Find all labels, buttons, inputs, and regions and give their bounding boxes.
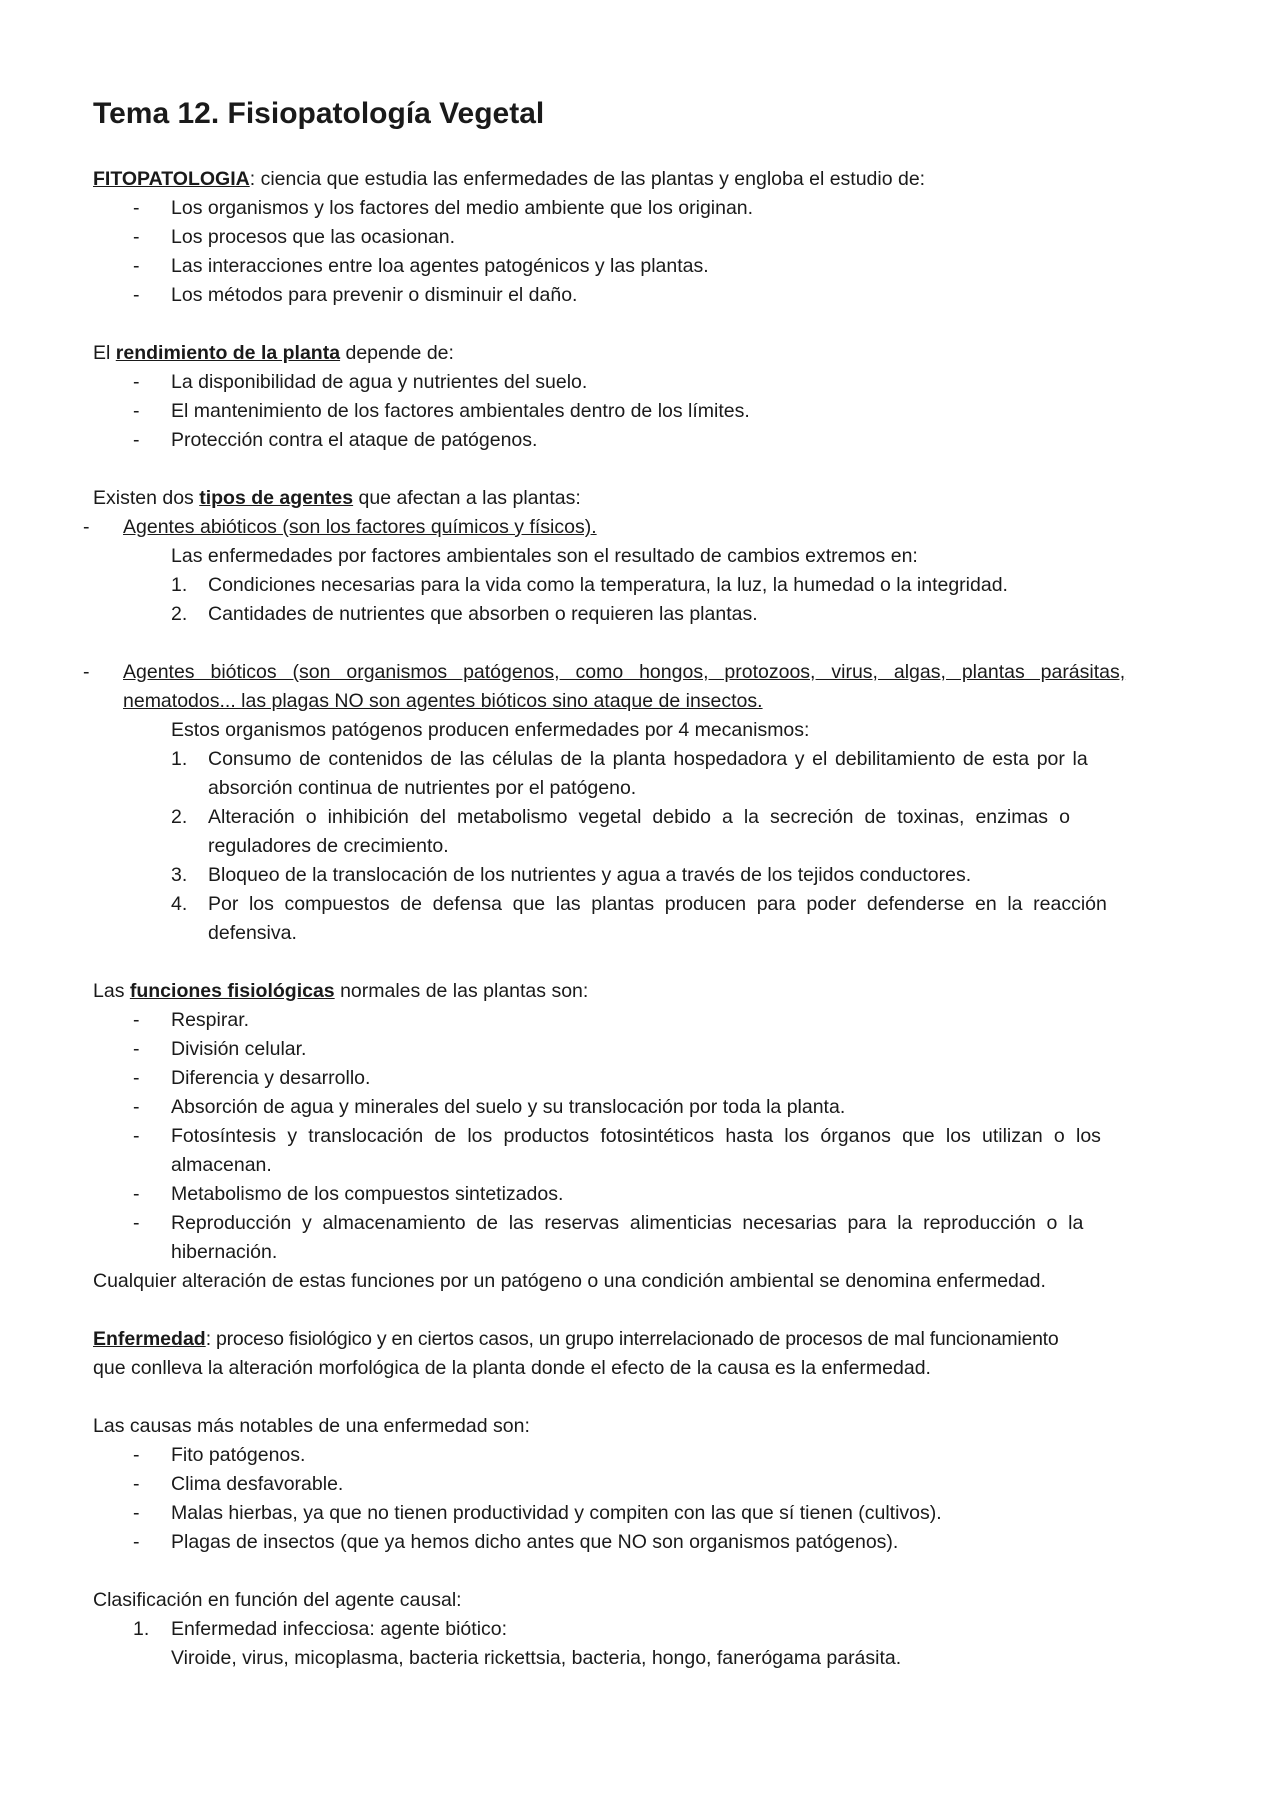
list-item: - Clima desfavorable. xyxy=(133,1473,344,1495)
list-item: - Protección contra el ataque de patógenos. xyxy=(133,429,538,451)
list-item: - Las interacciones entre loa agentes patogénicos y las plantas. xyxy=(133,255,709,277)
enfermedad-definition: Enfermedad: proceso fisiológico y en ciertos casos, un grupo interrelacionado de procesos de mal funcionamiento xyxy=(93,1328,1059,1350)
numbered-item: 1. Consumo de contenidos de las células de la planta hospedadora y el debilitamiento de esta por la xyxy=(171,748,1088,770)
clasificacion-intro: Clasificación en función del agente causal: xyxy=(93,1589,462,1611)
enfermedad-definition-cont: que conlleva la alteración morfológica de la planta donde el efecto de la causa es la enfermedad. xyxy=(93,1357,931,1379)
page-title: Tema 12. Fisiopatología Vegetal xyxy=(93,97,545,130)
numbered-item: 2. Alteración o inhibición del metabolismo vegetal debido a la secreción de toxinas, enzimas o xyxy=(171,806,1070,828)
list-item: - Los procesos que las ocasionan. xyxy=(133,226,456,248)
numbered-item-cont: defensiva. xyxy=(208,922,297,944)
clasificacion-detail: Viroide, virus, micoplasma, bacteria rickettsia, bacteria, hongo, fanerógama parásita. xyxy=(171,1647,902,1669)
tipos-term: tipos de agentes xyxy=(199,487,354,509)
numbered-item-cont: absorción continua de nutrientes por el patógeno. xyxy=(208,777,637,799)
list-item: - Diferencia y desarrollo. xyxy=(133,1067,371,1089)
list-item: - Absorción de agua y minerales del suelo y su translocación por toda la planta. xyxy=(133,1096,846,1118)
funciones-closing: Cualquier alteración de estas funciones por un patógeno o una condición ambiental se denomina enfermedad. xyxy=(93,1270,1046,1292)
list-item-cont: hibernación. xyxy=(171,1241,278,1263)
numbered-item: 1. Condiciones necesarias para la vida como la temperatura, la luz, la humedad o la integridad. xyxy=(171,574,1008,596)
rendimiento-intro: El rendimiento de la planta depende de: xyxy=(93,342,454,364)
numbered-item: 2. Cantidades de nutrientes que absorben o requieren las plantas. xyxy=(171,603,758,625)
bioticos-heading: - Agentes bióticos (son organismos patógenos, como hongos, protozoos, virus, algas, plantas parásitas, xyxy=(83,661,1126,683)
list-item: - Reproducción y almacenamiento de las reservas alimenticias necesarias para la reproducción o la xyxy=(133,1212,1084,1234)
causas-intro: Las causas más notables de una enfermedad son: xyxy=(93,1415,530,1437)
list-item: - Plagas de insectos (que ya hemos dicho antes que NO son organismos patógenos). xyxy=(133,1531,899,1553)
bioticos-intro: Estos organismos patógenos producen enfermedades por 4 mecanismos: xyxy=(171,719,810,741)
bioticos-heading-cont: nematodos... las plagas NO son agentes bióticos sino ataque de insectos. xyxy=(123,690,763,712)
list-item: - Los métodos para prevenir o disminuir el daño. xyxy=(133,284,578,306)
list-item: - Fito patógenos. xyxy=(133,1444,306,1466)
list-item: - Fotosíntesis y translocación de los productos fotosintéticos hasta los órganos que los utilizan o los xyxy=(133,1125,1101,1147)
list-item: - División celular. xyxy=(133,1038,307,1060)
list-item-cont: almacenan. xyxy=(171,1154,272,1176)
numbered-item: 3. Bloqueo de la translocación de los nutrientes y agua a través de los tejidos conductores. xyxy=(171,864,972,886)
enfermedad-term: Enfermedad xyxy=(93,1328,206,1350)
list-item: - Los organismos y los factores del medio ambiente que los originan. xyxy=(133,197,754,219)
numbered-item: 4. Por los compuestos de defensa que las plantas producen para poder defenderse en la reacción xyxy=(171,893,1107,915)
list-item: - Metabolismo de los compuestos sintetizados. xyxy=(133,1183,564,1205)
tipos-intro: Existen dos tipos de agentes que afectan a las plantas: xyxy=(93,487,581,509)
abioticos-heading: - Agentes abióticos (son los factores químicos y físicos). xyxy=(83,516,597,538)
list-item: - Malas hierbas, ya que no tienen productividad y compiten con las que sí tienen (cultivos). xyxy=(133,1502,942,1524)
abioticos-intro: Las enfermedades por factores ambientales son el resultado de cambios extremos en: xyxy=(171,545,918,567)
fito-definition: FITOPATOLOGIA: ciencia que estudia las enfermedades de las plantas y engloba el estudio de: xyxy=(93,168,926,190)
list-item: - La disponibilidad de agua y nutrientes del suelo. xyxy=(133,371,588,393)
list-item: - El mantenimiento de los factores ambientales dentro de los límites. xyxy=(133,400,750,422)
funciones-term: funciones fisiológicas xyxy=(129,980,335,1002)
rendimiento-term: rendimiento de la planta xyxy=(115,342,341,364)
fito-term: FITOPATOLOGIA xyxy=(93,168,250,190)
funciones-intro: Las funciones fisiológicas normales de las plantas son: xyxy=(93,980,589,1002)
numbered-item: 1. Enfermedad infecciosa: agente biótico: xyxy=(133,1618,508,1640)
numbered-item-cont: reguladores de crecimiento. xyxy=(208,835,449,857)
list-item: - Respirar. xyxy=(133,1009,250,1031)
